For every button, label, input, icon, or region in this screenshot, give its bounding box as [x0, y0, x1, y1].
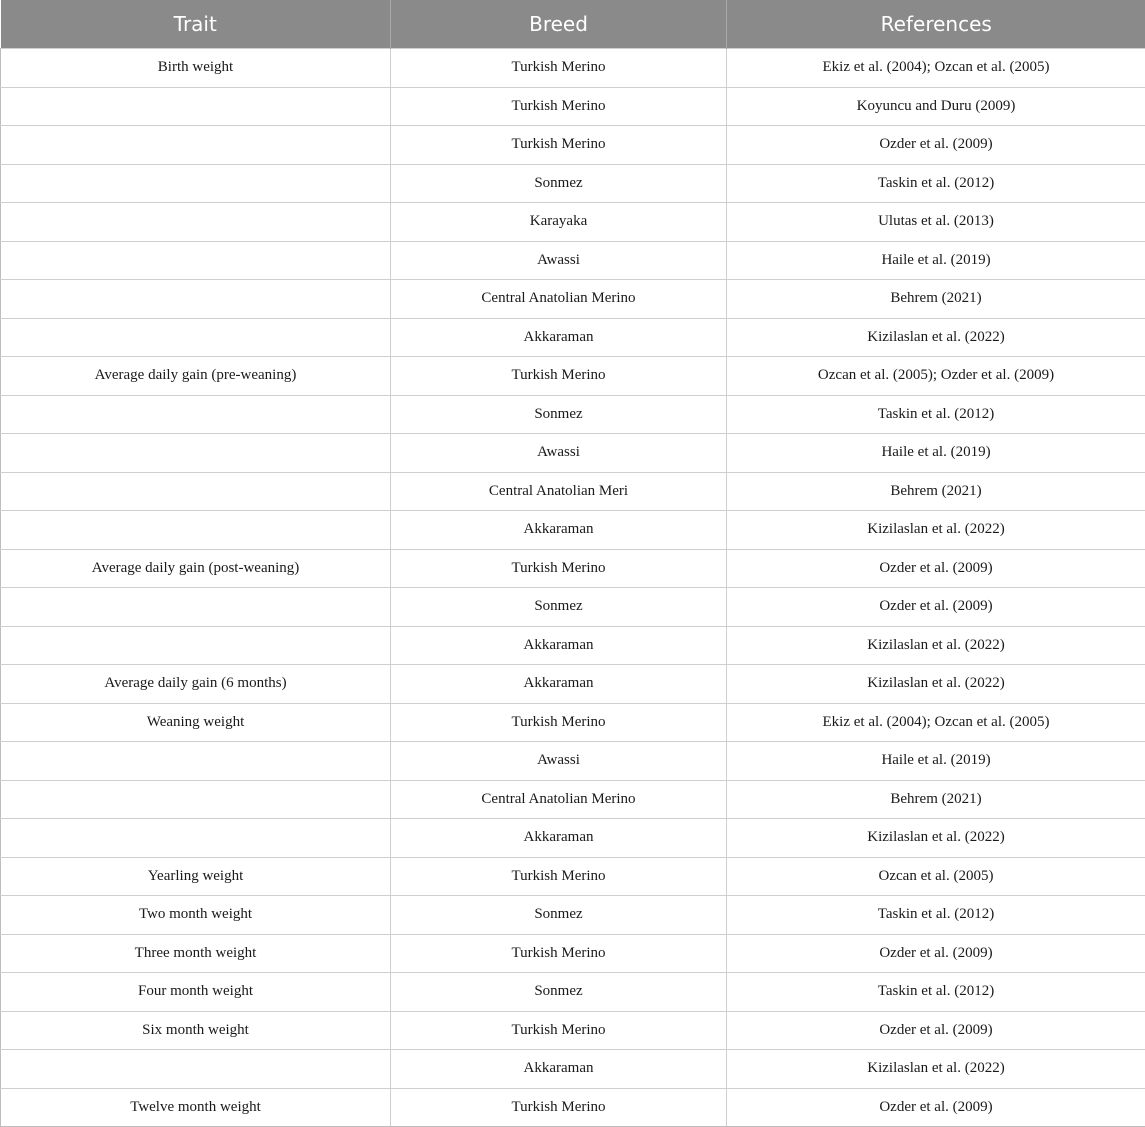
trait-cell	[1, 780, 391, 819]
trait-cell	[1, 203, 391, 242]
reference-cell: Kizilaslan et al. (2022)	[727, 318, 1145, 357]
reference-cell: Haile et al. (2019)	[727, 241, 1145, 280]
trait-cell	[1, 434, 391, 473]
reference-cell: Ozcan et al. (2005); Ozder et al. (2009)	[727, 357, 1145, 396]
trait-cell: Yearling weight	[1, 857, 391, 896]
breed-cell: Turkish Merino	[391, 857, 727, 896]
breed-cell: Turkish Merino	[391, 934, 727, 973]
reference-cell: Ulutas et al. (2013)	[727, 203, 1145, 242]
trait-cell	[1, 588, 391, 627]
trait-cell	[1, 1050, 391, 1089]
breed-cell: Sonmez	[391, 164, 727, 203]
reference-cell: Ozder et al. (2009)	[727, 1011, 1145, 1050]
table-row	[1, 973, 1145, 1012]
reference-cell: Kizilaslan et al. (2022)	[727, 1050, 1145, 1089]
breed-cell: Central Anatolian Merino	[391, 280, 727, 319]
breed-cell: Awassi	[391, 434, 727, 473]
breed-cell: Turkish Merino	[391, 1011, 727, 1050]
table-row	[1, 357, 1145, 396]
table-row	[1, 472, 1145, 511]
breed-cell: Akkaraman	[391, 626, 727, 665]
trait-cell: Weaning weight	[1, 703, 391, 742]
reference-cell: Kizilaslan et al. (2022)	[727, 819, 1145, 858]
breed-cell: Sonmez	[391, 395, 727, 434]
table-row	[1, 742, 1145, 781]
table-row	[1, 588, 1145, 627]
breed-cell: Turkish Merino	[391, 357, 727, 396]
breed-cell: Turkish Merino	[391, 703, 727, 742]
breed-cell: Turkish Merino	[391, 1088, 727, 1127]
breed-cell: Akkaraman	[391, 1050, 727, 1089]
table-row	[1, 1088, 1145, 1127]
header-references: References	[727, 0, 1145, 49]
reference-cell: Taskin et al. (2012)	[727, 973, 1145, 1012]
table-row	[1, 549, 1145, 588]
trait-cell: Average daily gain (post-weaning)	[1, 549, 391, 588]
trait-cell: Three month weight	[1, 934, 391, 973]
trait-cell	[1, 626, 391, 665]
breed-cell: Sonmez	[391, 588, 727, 627]
breed-cell: Turkish Merino	[391, 87, 727, 126]
table-row	[1, 126, 1145, 165]
table-row	[1, 934, 1145, 973]
reference-cell: Ekiz et al. (2004); Ozcan et al. (2005)	[727, 703, 1145, 742]
trait-cell	[1, 511, 391, 550]
breed-cell: Karayaka	[391, 203, 727, 242]
breed-cell: Akkaraman	[391, 511, 727, 550]
table-row	[1, 857, 1145, 896]
trait-cell: Four month weight	[1, 973, 391, 1012]
reference-cell: Kizilaslan et al. (2022)	[727, 511, 1145, 550]
header-trait: Trait	[1, 0, 391, 49]
table-row	[1, 87, 1145, 126]
table-row	[1, 665, 1145, 704]
table-row	[1, 626, 1145, 665]
reference-cell: Taskin et al. (2012)	[727, 164, 1145, 203]
trait-cell	[1, 87, 391, 126]
breed-cell: Turkish Merino	[391, 49, 727, 88]
trait-cell	[1, 395, 391, 434]
table-body	[1, 49, 1145, 1127]
table-row	[1, 280, 1145, 319]
breed-cell: Awassi	[391, 241, 727, 280]
trait-cell	[1, 472, 391, 511]
table-row	[1, 1011, 1145, 1050]
breed-cell: Akkaraman	[391, 318, 727, 357]
reference-cell: Haile et al. (2019)	[727, 742, 1145, 781]
breed-cell: Akkaraman	[391, 665, 727, 704]
table-header	[1, 0, 1145, 49]
trait-cell	[1, 318, 391, 357]
table-row	[1, 49, 1145, 88]
table-row	[1, 395, 1145, 434]
trait-cell	[1, 126, 391, 165]
breed-cell: Turkish Merino	[391, 126, 727, 165]
breed-cell: Central Anatolian Merino	[391, 780, 727, 819]
reference-cell: Koyuncu and Duru (2009)	[727, 87, 1145, 126]
breed-cell: Sonmez	[391, 973, 727, 1012]
trait-cell: Twelve month weight	[1, 1088, 391, 1127]
trait-cell: Average daily gain (6 months)	[1, 665, 391, 704]
table-row	[1, 164, 1145, 203]
header-row	[1, 0, 1145, 49]
table-row	[1, 434, 1145, 473]
trait-cell	[1, 280, 391, 319]
table-row	[1, 318, 1145, 357]
header-breed: Breed	[391, 0, 727, 49]
table-row	[1, 203, 1145, 242]
trait-cell	[1, 742, 391, 781]
trait-cell	[1, 241, 391, 280]
reference-cell: Kizilaslan et al. (2022)	[727, 626, 1145, 665]
table-row	[1, 1050, 1145, 1089]
trait-cell: Six month weight	[1, 1011, 391, 1050]
reference-cell: Ozcan et al. (2005)	[727, 857, 1145, 896]
reference-cell: Ekiz et al. (2004); Ozcan et al. (2005)	[727, 49, 1145, 88]
table-row	[1, 780, 1145, 819]
reference-cell: Behrem (2021)	[727, 280, 1145, 319]
reference-cell: Ozder et al. (2009)	[727, 126, 1145, 165]
trait-cell: Average daily gain (pre-weaning)	[1, 357, 391, 396]
reference-cell: Ozder et al. (2009)	[727, 1088, 1145, 1127]
reference-cell: Kizilaslan et al. (2022)	[727, 665, 1145, 704]
reference-cell: Ozder et al. (2009)	[727, 588, 1145, 627]
trait-cell	[1, 819, 391, 858]
reference-cell: Taskin et al. (2012)	[727, 395, 1145, 434]
table-row	[1, 819, 1145, 858]
reference-cell: Ozder et al. (2009)	[727, 934, 1145, 973]
reference-cell: Behrem (2021)	[727, 780, 1145, 819]
reference-cell: Haile et al. (2019)	[727, 434, 1145, 473]
table-row	[1, 896, 1145, 935]
reference-cell: Behrem (2021)	[727, 472, 1145, 511]
breed-cell: Awassi	[391, 742, 727, 781]
breed-cell: Akkaraman	[391, 819, 727, 858]
reference-cell: Ozder et al. (2009)	[727, 549, 1145, 588]
breed-cell: Turkish Merino	[391, 549, 727, 588]
breed-cell: Sonmez	[391, 896, 727, 935]
table-row	[1, 511, 1145, 550]
table-row	[1, 703, 1145, 742]
trait-cell	[1, 164, 391, 203]
table-row	[1, 241, 1145, 280]
trait-cell: Two month weight	[1, 896, 391, 935]
reference-cell: Taskin et al. (2012)	[727, 896, 1145, 935]
breed-cell: Central Anatolian Meri	[391, 472, 727, 511]
trait-cell: Birth weight	[1, 49, 391, 88]
